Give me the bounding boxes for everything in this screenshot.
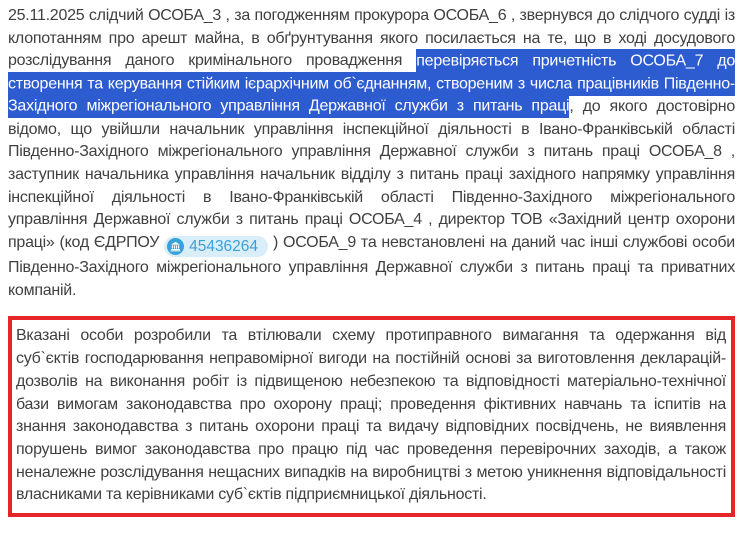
edrpou-code-value: 45436264 [189, 238, 259, 256]
bank-icon [167, 238, 184, 255]
paragraph-scheme-description: Вказані особи розробили та втілювали схему протиправного вимагання та одержання від суб`єктів господарювання неправомірної вигоди на постійній основі за виготовлення декларацій-дозволів на виконання робіт із підвищеною небезпекою та відповідності матеріально-технічної бази вимогам законодавства про охорону праці; проведення фіктивних навчань та іспитів на знання законодавства з питань охорони праці та видачу відповідних посвідчень, не виявлення порушень вимог законодавства про працю під час проведення перевірочних заходів, а також неналежне розслідування нещасних випадків на виробництві з метою уникнення відповідальності власниками та керівниками суб`єктів підприємницької діяльності. [16, 327, 726, 504]
intro-text-post: ) ОСОБА_9 та невстановлені на даний час інші службові особи Південно-Західного міжрегіонального управління Державної служби з питань праці та приватних компаній. [8, 234, 735, 299]
edrpou-code-badge[interactable] [164, 236, 268, 257]
intro-text-mid: , до якого достовірно відомо, що увійшли начальник управління інспекційної діяльності в Івано-Франківській області Південно-Західного міжрегіонального управління Державної служби з питань праці ОСОБА_8 , заступник начальника управління начальник відділу з питань праці західного напрямку управління інспекційної діяльності в Івано-Франківській області Південно-Західного міжрегіонального управління Державної служби з питань праці ОСОБА_4 , директор ТОВ «Західний центр охорони праці» (код ЄДРПОУ [8, 97, 736, 252]
intro-text-pre-highlight: 25.11.2025 слідчий ОСОБА_3 , за погодженням прокурора ОСОБА_6 , звернувся до слідчого судді із клопотанням про арешт майна, в обґрунтування якого посилається на те, що в ході досудового розслідування даного кримінального провадження [8, 7, 735, 70]
paragraph-intro [8, 5, 735, 302]
red-annotation-box [8, 316, 735, 517]
highlighted-text-selection: перевіряється причетність ОСОБА_7 до створення та керування стійким ієрархічним об`єднанням, створеним з числа працівників Південно-Західного міжрегіонального управління Державної служби з питань праці [8, 49, 735, 118]
